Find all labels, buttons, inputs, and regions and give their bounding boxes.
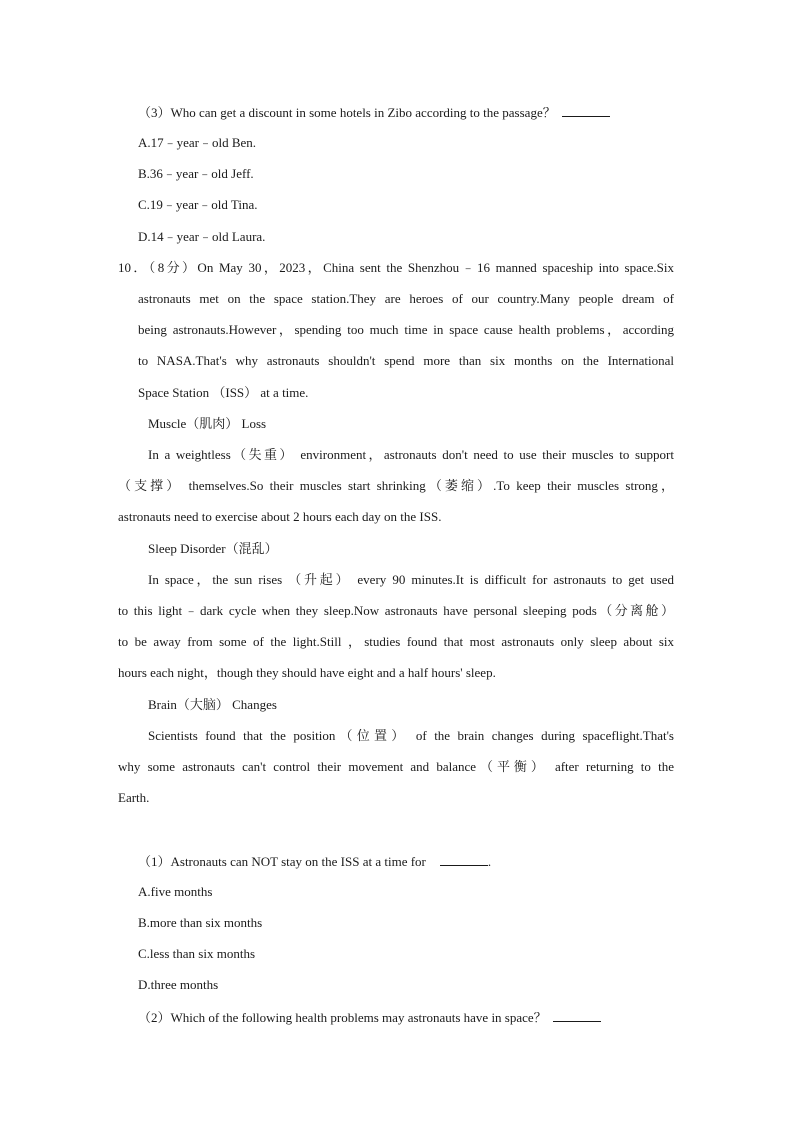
option-b: B.36﹣year﹣old Jeff. (138, 166, 254, 181)
passage-line: In space，the sun rises （升起） every 90 minutes.It is difficult for astronauts to get used (148, 572, 674, 587)
question-2-stem: （2）Which of the following health problems may astronauts have in space？ (138, 1009, 601, 1026)
option-a: A.five months (138, 884, 213, 899)
section-heading-sleep: Sleep Disorder（混乱） (148, 541, 278, 556)
passage-line: Scientists found that the position（位置） of the brain changes during spaceflight.That's (148, 728, 674, 743)
passage-intro-line: being astronauts.However，spending too much time in space cause health problems，according (138, 322, 674, 337)
passage-line: to be away from some of the light.Still ，studies found that most astronauts only sleep about six (118, 634, 674, 649)
passage-line: to this light﹣dark cycle when they sleep.Now astronauts have personal sleeping pods（分离舱） (118, 603, 674, 618)
option-c: C.less than six months (138, 946, 256, 961)
passage-intro-line: 10．（8分）On May 30，2023，China sent the Shenzhou﹣16 manned spaceship into space.Six (118, 260, 674, 275)
option-d: D.14﹣year﹣old Laura. (138, 229, 266, 244)
answer-blank[interactable] (440, 853, 488, 866)
passage-intro-line: to NASA.That's why astronauts shouldn't spend more than six months on the International (138, 353, 674, 368)
passage-intro-line: Space Station （ISS） at a time. (138, 385, 309, 400)
question-3-stem: （3）Who can get a discount in some hotels in Zibo according to the passage？ (138, 104, 610, 121)
passage-line: why some astronauts can't control their movement and balance（平衡） after returning to the (118, 759, 674, 774)
answer-blank[interactable] (553, 1009, 601, 1022)
passage-line: In a weightless（失重） environment，astronauts don't need to use their muscles to support (148, 447, 674, 462)
option-b: B.more than six months (138, 915, 263, 930)
answer-blank[interactable] (562, 104, 610, 117)
passage-line: Earth. (118, 790, 150, 805)
section-heading-brain: Brain（大脑） Changes (148, 697, 277, 712)
option-c: C.19﹣year﹣old Tina. (138, 197, 258, 212)
question-1-stem: （1）Astronauts can NOT stay on the ISS at a time for . (138, 854, 492, 869)
passage-intro-line: astronauts met on the space station.They are heroes of our country.Many people dream of (138, 291, 674, 306)
passage-line: （支撑） themselves.So their muscles start shrinking（萎缩）.To keep their muscles strong， (118, 478, 674, 493)
passage-line: hours each night，though they should have eight and a half hours' sleep. (118, 665, 496, 680)
option-d: D.three months (138, 977, 219, 992)
section-heading-muscle: Muscle（肌肉） Loss (148, 416, 267, 431)
passage-line: astronauts need to exercise about 2 hours each day on the ISS. (118, 509, 442, 524)
option-a: A.17﹣year﹣old Ben. (138, 135, 257, 150)
